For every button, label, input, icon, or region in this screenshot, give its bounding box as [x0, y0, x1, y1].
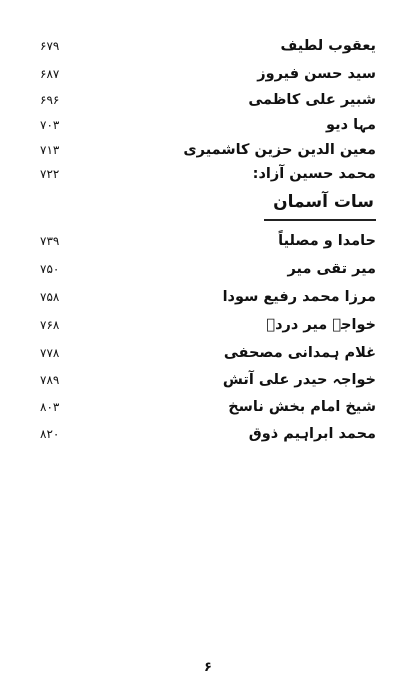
entry-page-number: ۸۲۰ — [40, 427, 60, 441]
entry-title: خواجہ میر دردؔ — [266, 317, 376, 333]
entry-title: محمد ابراہیم ذوق — [248, 426, 376, 442]
entry-title: خواجہ حیدر علی آتش — [222, 372, 376, 388]
toc-entry — [40, 89, 376, 111]
entry-title: شبیر علی کاظمی — [248, 92, 376, 108]
toc-entry — [40, 396, 376, 418]
entry-title: میر تقی میر — [287, 261, 376, 277]
entry-title: یعقوب لطیف — [280, 38, 376, 54]
entry-page-number: ۷۱۳ — [40, 143, 60, 157]
entry-page-number: ۶۹۶ — [40, 93, 60, 107]
toc-entry — [40, 423, 376, 445]
toc-entry — [40, 230, 376, 252]
entry-page-number: ۷۵۰ — [40, 262, 60, 276]
footer-page-number: ۶ — [204, 660, 212, 675]
entry-title: مرزا محمد رفیع سودا — [222, 289, 376, 305]
entry-title: معین الدین حزین کاشمیری — [183, 142, 376, 158]
toc-entry — [40, 286, 376, 308]
entry-title: شیخ امام بخش ناسخ — [228, 399, 376, 415]
entry-title: حامدا و مصلیاً — [278, 233, 376, 249]
entry-page-number: ۶۸۷ — [40, 67, 60, 81]
entry-title: غلام ہمدانی مصحفی — [223, 345, 376, 361]
toc-entry — [40, 139, 376, 161]
entry-page-number: ۷۵۸ — [40, 290, 60, 304]
entry-page-number: ۸۰۳ — [40, 400, 60, 414]
toc-entry — [40, 163, 376, 185]
entry-page-number: ۷۷۸ — [40, 346, 60, 360]
entry-page-number: ۷۸۹ — [40, 373, 60, 387]
toc-entry — [40, 114, 376, 136]
toc-entry — [40, 63, 376, 85]
entry-page-number: ۷۳۹ — [40, 234, 60, 248]
toc-entry — [40, 369, 376, 391]
entry-title: محمد حسین آزاد: — [252, 166, 376, 182]
section-heading-underline — [264, 219, 376, 221]
toc-entry — [40, 342, 376, 364]
entry-page-number: ۷۰۳ — [40, 118, 60, 132]
toc-entry — [40, 35, 376, 57]
toc-entry — [40, 258, 376, 280]
section-heading: سات آسمان — [273, 192, 374, 212]
entry-page-number: ۷۶۸ — [40, 318, 60, 332]
entry-page-number: ۷۲۲ — [40, 167, 60, 181]
toc-entry — [40, 314, 376, 336]
entry-page-number: ۶۷۹ — [40, 39, 60, 53]
entry-title: سید حسن فیروز — [257, 66, 376, 82]
entry-title: مہا دیو — [326, 117, 376, 133]
